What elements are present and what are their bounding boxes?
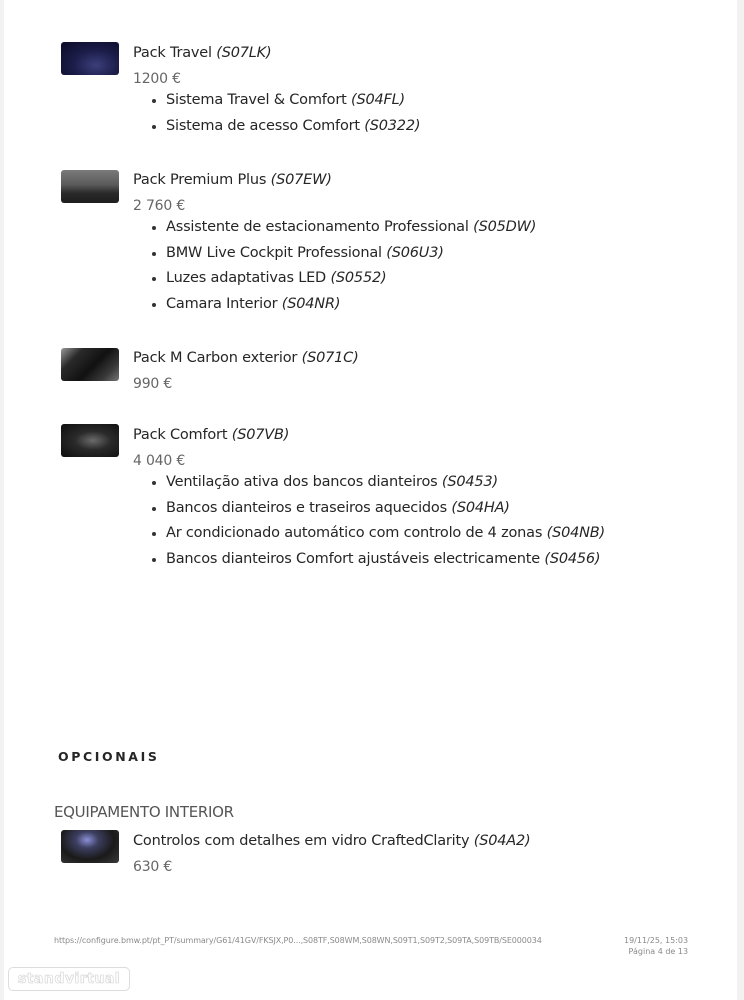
optional-code: (S04A2) [473, 833, 531, 849]
pack-code: (S07VB) [231, 427, 290, 443]
category-heading: EQUIPAMENTO INTERIOR [54, 803, 234, 821]
feature-item: Camara Interior (S04NR) [151, 292, 536, 318]
feature-item: Ar condicionado automático com controlo de 4 zonas (S04NB) [151, 521, 605, 547]
optional-title [133, 833, 530, 849]
feature-item: Luzes adaptativas LED (S0552) [151, 266, 536, 292]
footer-url: https://configure.bmw.pt/pt_PT/summary/G61/41GV/FKSJX,P0...,S08TF,S08WM,S08WN,S09T1,S09T2,S09TA,S09TB/SE000034 [54, 936, 542, 945]
pack-premium-plus-thumbnail [61, 170, 119, 203]
feature-item: Sistema Travel & Comfort (S04FL) [151, 88, 420, 114]
document-page [4, 0, 737, 1000]
pack-name: Pack Comfort [133, 427, 228, 443]
pack-price: 2 760 € [133, 198, 186, 214]
pack-feature-list [151, 470, 605, 572]
pack-code: (S07LK) [216, 45, 272, 61]
pack-name: Pack Travel [133, 45, 212, 61]
pack-price: 1200 € [133, 71, 181, 87]
pack-travel-thumbnail [61, 42, 119, 75]
footer-datetime: 19/11/25, 15:03 [624, 936, 689, 945]
feature-item: Bancos dianteiros e traseiros aquecidos (S04HA) [151, 496, 605, 522]
pack-price: 4 040 € [133, 453, 186, 469]
feature-item: Sistema de acesso Comfort (S0322) [151, 114, 420, 140]
pack-title [133, 45, 271, 61]
pack-comfort-thumbnail [61, 424, 119, 457]
footer-page-number: Página 4 de 13 [628, 946, 689, 956]
feature-item: Bancos dianteiros Comfort ajustáveis electricamente (S0456) [151, 547, 605, 573]
pack-code: (S07EW) [270, 172, 332, 188]
pack-title [133, 172, 332, 188]
crafted-clarity-thumbnail [61, 830, 119, 863]
optionals-heading: OPCIONAIS [58, 749, 160, 764]
pack-m-carbon-thumbnail [61, 348, 119, 381]
watermark-logo: standvirtual [8, 967, 130, 991]
optional-name: Controlos com detalhes em vidro CraftedClarity [133, 833, 470, 849]
feature-item: Assistente de estacionamento Professional (S05DW) [151, 215, 536, 241]
pack-feature-list [151, 88, 420, 139]
pack-feature-list [151, 215, 536, 317]
optional-price: 630 € [133, 859, 173, 875]
pack-title [133, 427, 289, 443]
pack-price: 990 € [133, 376, 173, 392]
pack-name: Pack M Carbon exterior [133, 350, 298, 366]
pack-name: Pack Premium Plus [133, 172, 267, 188]
feature-item: Ventilação ativa dos bancos dianteiros (S0453) [151, 470, 605, 496]
pack-title [133, 350, 359, 366]
footer-meta [624, 936, 688, 957]
feature-item: BMW Live Cockpit Professional (S06U3) [151, 241, 536, 267]
pack-code: (S071C) [301, 350, 359, 366]
